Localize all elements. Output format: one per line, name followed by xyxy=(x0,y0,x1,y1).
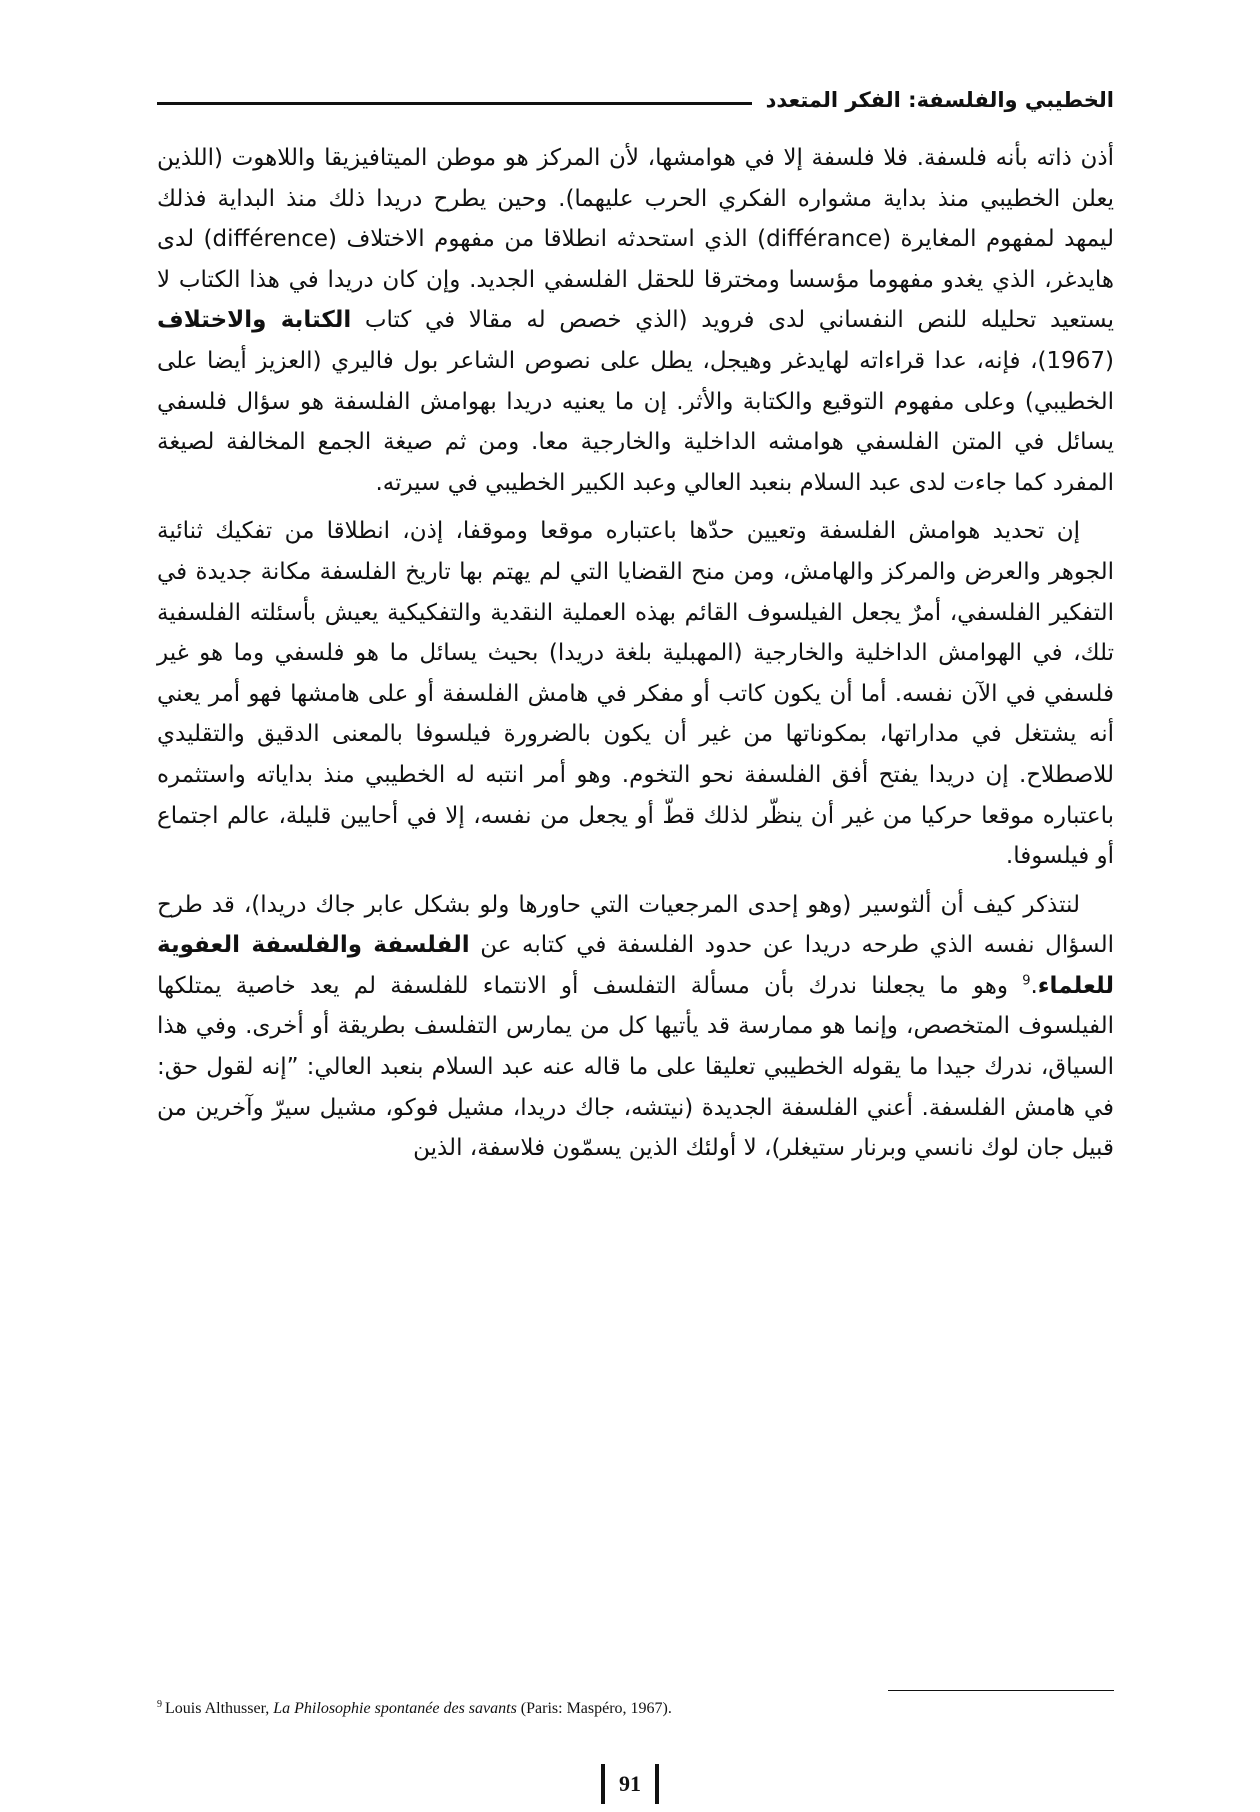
running-header-title: الخطيبي والفلسفة: الفكر المتعدد xyxy=(765,88,1114,112)
header-rule xyxy=(157,102,752,105)
page-number-bar-right xyxy=(655,1764,659,1804)
footnote xyxy=(157,1698,1114,1720)
footnote-publication: (Paris: Maspéro, 1967). xyxy=(516,1700,672,1717)
footnote-rule xyxy=(888,1690,1114,1691)
text-segment: إن تحديد هوامش الفلسفة وتعيين حدّها باعتباره موقعا وموقفا، إذن، انطلاقا من تفكيك ثنائية الجوهر والعرض والمركز والهامش، ومن منح القضايا التي لم يهتم بها تاريخ الفلسفة مكانة جديدة في التفكير الفلسفي، أمرٌ يجعل الفيلسوف القائم بهذه العملية النقدية والتفكيكية يعيش بأسئلته الفلسفية تلك، في الهوامش الداخلية والخارجية (المهبلية بلغة دريدا) بحيث يسائل ما هو فلسفي وما هو غير فلسفي في الآن نفسه. أما أن يكون كاتب أو مفكر في هامش الفلسفة أو على هامشها فهو أمر يعني أنه يشتغل في مداراتها، بمكوناتها من غير أن يكون بالضرورة فيلسوفا بالمعنى الدقيق والتقليدي للاصطلاح. إن دريدا يفتح أفق الفلسفة نحو التخوم. وهو أمر انتبه له الخطيبي منذ بداياته واستثمره باعتباره موقعا حركيا من غير أن ينظّر لذلك قطّ أو يجعل من نفسه، إلا في أحايين قليلة، عالم اجتماع أو فيلسوفا. xyxy=(157,518,1114,870)
book-title-bold: الفلسفة والفلسفة العفوية للعلماء xyxy=(157,932,1114,999)
body-text xyxy=(157,138,1114,1177)
text-segment: أذن ذاته بأنه فلسفة. فلا فلسفة إلا في هوامشها، لأن المركز هو موطن الميتافيزيقا واللاهوت (اللذين يعلن الخطيبي منذ بداية مشواره الفكري الحرب عليهما). وحين يطرح دريدا ذلك منذ البداية فذلك ليمهد لمفهوم المغايرة (différance) الذي استحدثه انطلاقا من مفهوم الاختلاف (différence) لدى هايدغر، الذي يغدو مفهوما مؤسسا ومخترقا للحقل الفلسفي الجديد. وإن كان دريدا في هذا الكتاب لا يستعيد تحليله للنص النفساني لدى فرويد (الذي خصص له مقالا في كتاب xyxy=(157,145,1115,334)
text-segment: . xyxy=(1030,972,1038,999)
running-header xyxy=(157,80,1114,120)
text-segment: لنتذكر كيف أن ألثوسير (وهو إحدى المرجعيات التي حاورها ولو بشكل عابر جاك دريدا)، قد طرح السؤال نفسه الذي طرحه دريدا عن حدود الفلسفة في كتابه عن xyxy=(157,891,1115,959)
page-number-block xyxy=(590,1762,670,1806)
footnote-author: Louis Althusser, xyxy=(165,1700,274,1717)
footnote-title: La Philosophie spontanée des savants xyxy=(273,1700,517,1717)
text-segment: (1967)، فإنه، عدا قراءاته لهايدغر وهيجل، يطل على نصوص الشاعر بول فاليري (العزيز أيضا على الخطيبي) وعلى مفهوم التوقيع والكتابة والأثر. إن ما يعنيه دريدا بهوامش الفلسفة هو سؤال فلسفي يسائل في المتن الفلسفي هوامشه الداخلية والخارجية معا. ومن ثم صيغة الجمع المخالفة لصيغة المفرد كما جاءت لدى عبد السلام بنعبد العالي وعبد الكبير الخطيبي في سيرته. xyxy=(157,347,1114,496)
paragraph-3 xyxy=(157,885,1114,1169)
footnote-marker[interactable]: 9 xyxy=(1022,973,1031,989)
book-title-bold: الكتابة والاختلاف xyxy=(157,307,352,334)
paragraph-2 xyxy=(157,511,1114,876)
page-number: 91 xyxy=(619,1771,641,1796)
text-segment: وهو ما يجعلنا ندرك بأن مسألة التفلسف أو الانتماء للفلسفة لم يعد خاصية يمتلكها الفيلسوف المتخصص، وإنما هو ممارسة قد يأتيها كل من يمارس التفلسف بطريقة أو أخرى. وفي هذا السياق، ندرك جيدا ما يقوله الخطيبي تعليقا على ما قاله عنه عبد السلام بنعبد العالي: ”إنه لقول حق: في هامش الفلسفة. أعني الفلسفة الجديدة (نيتشه، جاك دريدا، مشيل فوكو، مشيل سيرّ وآخرين من قبيل جان لوك نانسي وبرنار ستيغلر)، لا أولئك الذين يسمّون فلاسفة، الذين xyxy=(157,972,1114,1162)
footnote-number: 9 xyxy=(157,1698,162,1710)
paragraph-1 xyxy=(157,138,1114,503)
